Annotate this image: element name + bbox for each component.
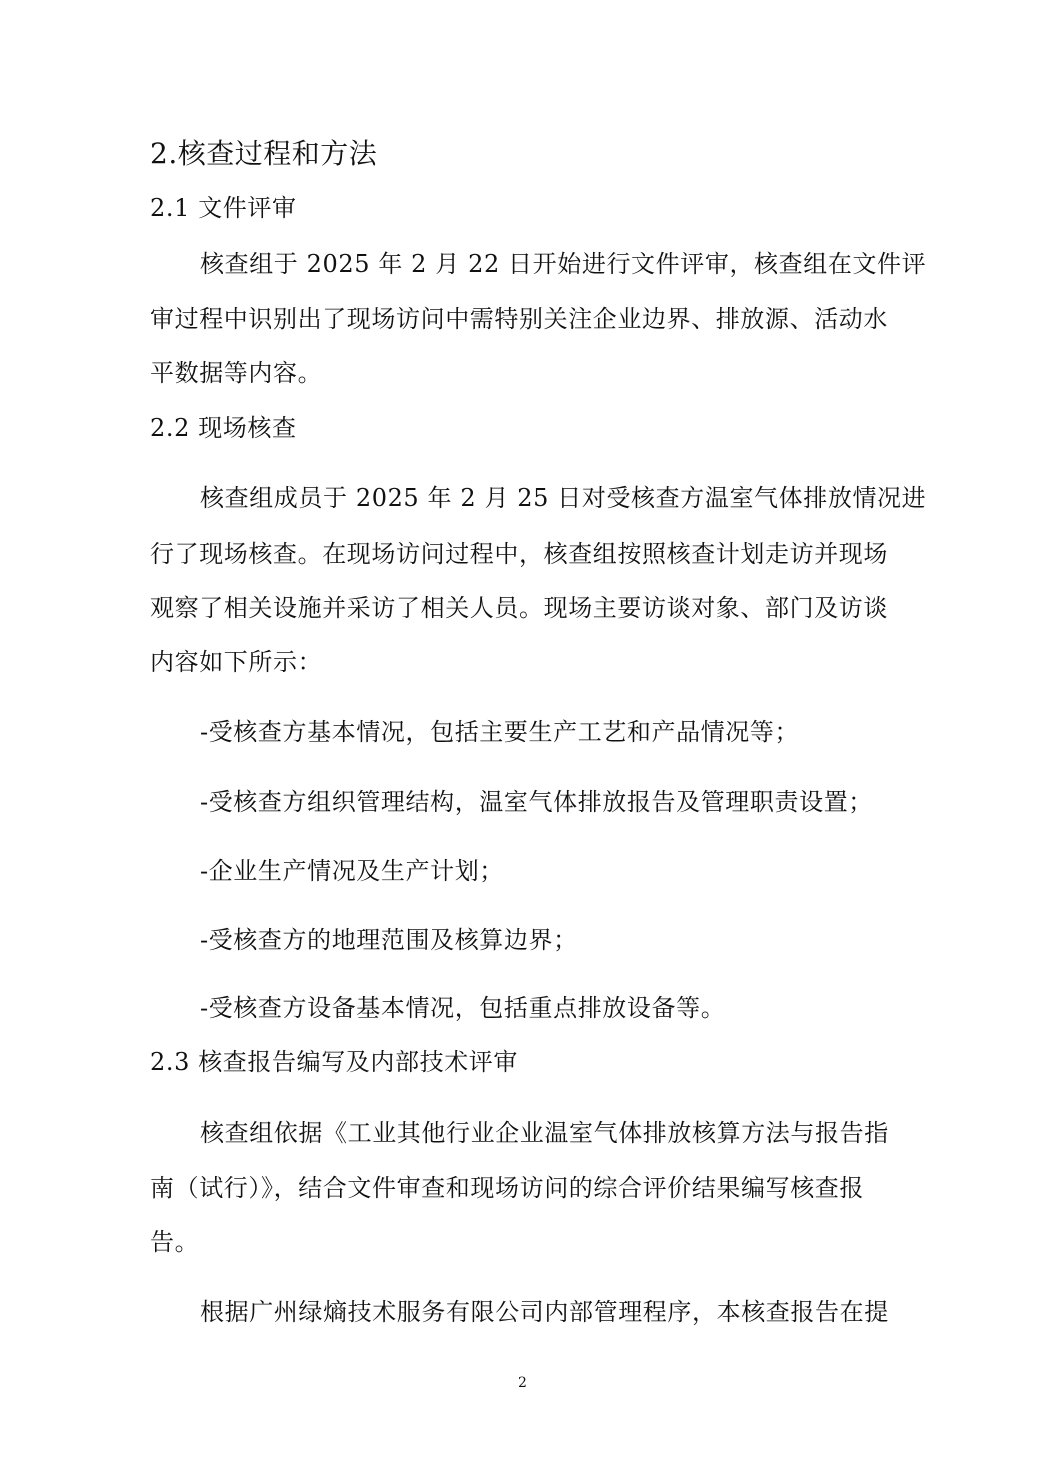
list-item: -受核查方组织管理结构，温室气体排放报告及管理职责设置； <box>200 788 873 816</box>
paragraph-line: 审过程中识别出了现场访问中需特别关注企业边界、排放源、活动水 <box>150 305 888 333</box>
paragraph-line: 行了现场核查。在现场访问过程中，核查组按照核查计划走访并现场 <box>150 540 888 568</box>
list-item: -受核查方基本情况，包括主要生产工艺和产品情况等； <box>200 718 800 746</box>
subsection-title-2-2: 2.2 现场核查 <box>150 414 297 442</box>
section-heading: 2.核查过程和方法 <box>150 137 378 170</box>
list-item: -受核查方设备基本情况，包括重点排放设备等。 <box>200 994 726 1022</box>
paragraph-line: 观察了相关设施并采访了相关人员。现场主要访谈对象、部门及访谈 <box>150 594 888 622</box>
paragraph-line: 内容如下所示： <box>150 648 323 676</box>
page-number: 2 <box>518 1375 527 1391</box>
subsection-title-2-3: 2.3 核查报告编写及内部技术评审 <box>150 1048 518 1076</box>
list-item: -企业生产情况及生产计划； <box>200 857 504 885</box>
paragraph-line: 核查组于 2025 年 2 月 22 日开始进行文件评审，核查组在文件评 <box>200 250 927 278</box>
list-item: -受核查方的地理范围及核算边界； <box>200 926 578 954</box>
paragraph-line: 告。 <box>150 1228 200 1256</box>
paragraph-line: 根据广州绿熵技术服务有限公司内部管理程序，本核查报告在提 <box>200 1298 889 1326</box>
paragraph-line: 核查组成员于 2025 年 2 月 25 日对受核查方温室气体排放情况进 <box>200 484 927 512</box>
subsection-title-2-1: 2.1 文件评审 <box>150 194 297 222</box>
paragraph-line: 核查组依据《工业其他行业企业温室气体排放核算方法与报告指 <box>200 1119 889 1147</box>
paragraph-line: 平数据等内容。 <box>150 359 323 387</box>
paragraph-line: 南（试行）》，结合文件审查和现场访问的综合评价结果编写核查报 <box>150 1174 864 1202</box>
